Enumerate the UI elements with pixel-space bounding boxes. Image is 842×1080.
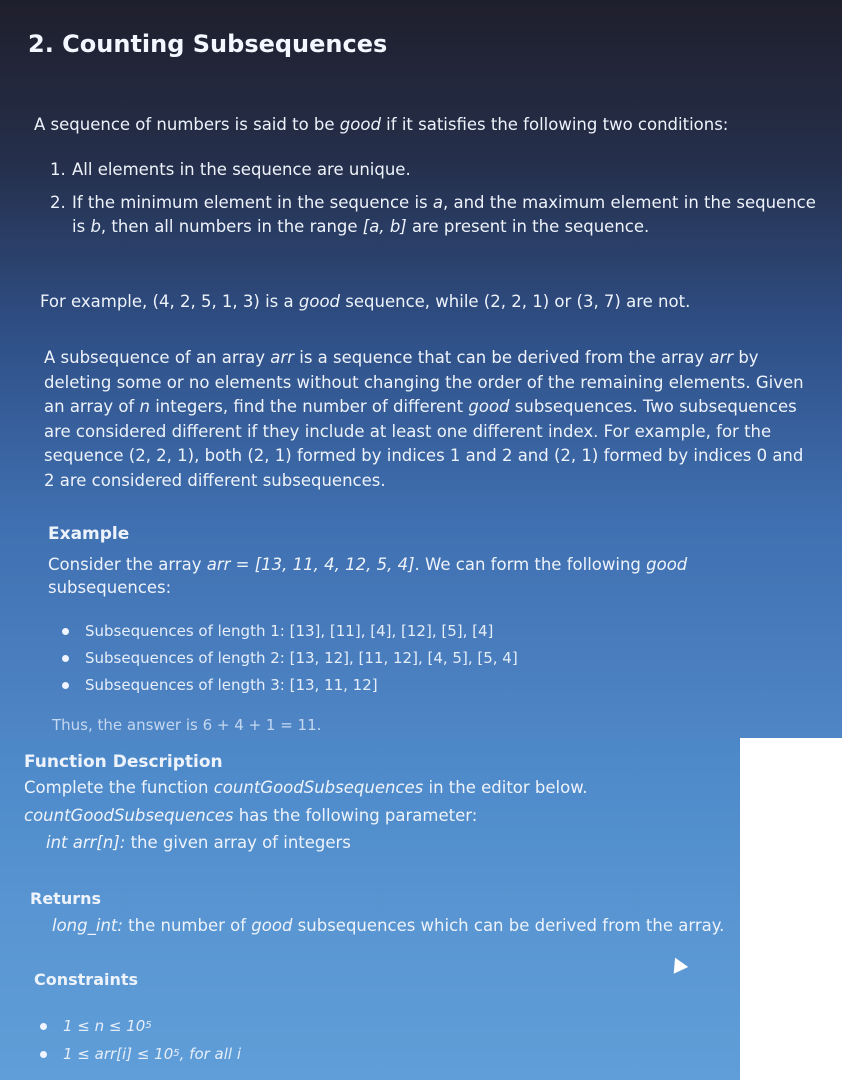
list-item: Subsequences of length 2: [13, 12], [11, 12], [4, 5], [5, 4] [62,645,762,672]
constraints-heading: Constraints [34,970,139,989]
example-sequence-text: For example, (4, 2, 5, 1, 3) is a good sequence, while (2, 2, 1) or (3, 7) are not. [40,292,691,311]
list-item: Subsequences of length 1: [13], [11], [4], [12], [5], [4] [62,618,762,645]
list-item: Subsequences of length 3: [13, 11, 12] [62,672,762,699]
example-subsequence-list [62,618,762,699]
condition-item: 1. All elements in the sequence are unique. [50,160,411,179]
bullet-icon [40,1051,47,1058]
returns-text: long_int: the number of good subsequences which can be derived from the array. [52,916,725,935]
returns-heading: Returns [30,889,102,908]
bullet-icon [62,682,69,689]
bullet-icon [40,1023,47,1030]
list-item: 1 ≤ arr[i] ≤ 10 5 , for all i [40,1040,640,1068]
condition-item: 2. If the minimum element in the sequence is a, and the maximum element in the sequence is b, then all numbers in the range [a, b] are present in the sequence. [50,192,816,236]
example-text: Consider the array arr = [13, 11, 4, 12, 5, 4]. We can form the following good subsequences: [48,555,688,597]
bullet-icon [62,655,69,662]
function-description-heading: Function Description [24,752,223,772]
function-description-text: Complete the function countGoodSubsequences in the editor below. countGoodSubsequences has the following parameter: int arr[n]: the given array of integers [24,778,588,852]
bullet-icon [62,628,69,635]
intro-text: A sequence of numbers is said to be good if it satisfies the following two conditions: [34,115,729,134]
constraints-list [40,1012,640,1068]
conditions-list [50,158,830,240]
subsequence-definition: A subsequence of an array arr is a sequence that can be derived from the array arr by deleting some or no elements without changing the order of the remaining elements. Given an array of n integers, find the number of different good subsequences. Two subsequences are considered different if they include at least one different index. For example, for the sequence (2, 2, 1), both (2, 1) formed by indices 1 and 2 and (2, 1) formed by indices 0 and 2 are considered different subsequences. [44,348,804,490]
list-item: 1 ≤ n ≤ 10 5 [40,1012,640,1040]
example-heading: Example [48,524,130,544]
example-answer: Thus, the answer is 6 + 4 + 1 = 11. [52,716,322,734]
problem-title: 2. Counting Subsequences [28,30,388,58]
